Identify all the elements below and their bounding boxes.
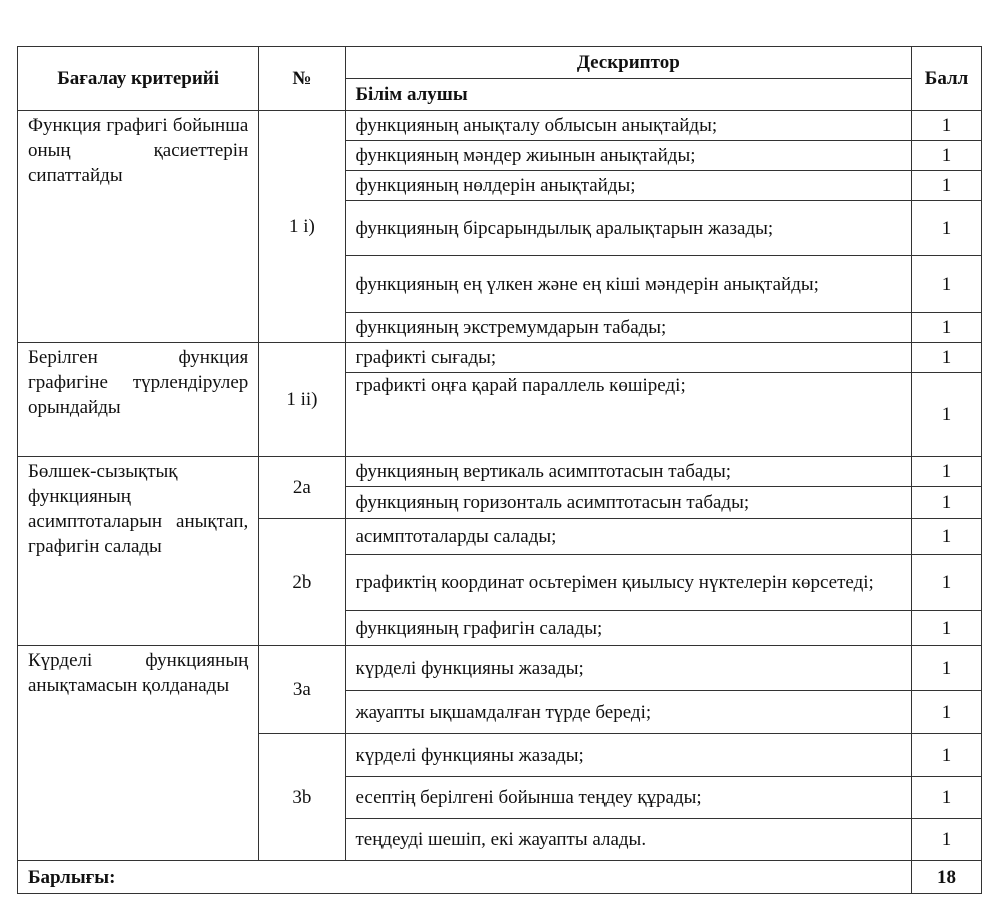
- score: 1: [912, 373, 982, 457]
- header-score: Балл: [912, 47, 982, 111]
- descriptor: функцияның экстремумдарын табады;: [345, 313, 912, 343]
- score: 1: [912, 256, 982, 313]
- descriptor: күрделі функцияны жазады;: [345, 734, 912, 777]
- score: 1: [912, 777, 982, 819]
- task-number: 2a: [259, 457, 345, 519]
- descriptor: функцияның нөлдерін анықтайды;: [345, 171, 912, 201]
- score: 1: [912, 734, 982, 777]
- table-row: [18, 111, 982, 141]
- score: 1: [912, 691, 982, 734]
- descriptor: функцияның бірсарындылық аралықтарын жазады;: [345, 201, 912, 256]
- descriptor: функцияның мәндер жиынын анықтайды;: [345, 141, 912, 171]
- header-criterion: Бағалау критерийі: [18, 47, 259, 111]
- task-number: 2b: [259, 519, 345, 646]
- table-row: [18, 646, 982, 691]
- descriptor: графиктің координат осьтерімен қиылысу нүктелерін көрсетеді;: [345, 555, 912, 611]
- score: 1: [912, 141, 982, 171]
- table-row: [18, 457, 982, 487]
- header-descriptor: Дескриптор: [345, 47, 912, 79]
- score: 1: [912, 457, 982, 487]
- descriptor: күрделі функцияны жазады;: [345, 646, 912, 691]
- criterion-cell: Берілген функция графигіне түрлендірулер орындайды: [18, 343, 259, 457]
- task-number: 1 ii): [259, 343, 345, 457]
- criterion-cell: Күрделі функцияның анықтамасын қолданады: [18, 646, 259, 861]
- score: 1: [912, 111, 982, 141]
- score: 1: [912, 313, 982, 343]
- descriptor: функцияның анықталу облысын анықтайды;: [345, 111, 912, 141]
- score: 1: [912, 171, 982, 201]
- descriptor: функцияның вертикаль асимптотасын табады;: [345, 457, 912, 487]
- score: 1: [912, 819, 982, 861]
- descriptor: теңдеуді шешіп, екі жауапты алады.: [345, 819, 912, 861]
- score: 1: [912, 519, 982, 555]
- header-learner: Білім алушы: [345, 79, 912, 111]
- descriptor: жауапты ықшамдалған түрде береді;: [345, 691, 912, 734]
- total-row: [18, 861, 982, 894]
- header-number: №: [259, 47, 345, 111]
- task-number: 1 i): [259, 111, 345, 343]
- descriptor: функцияның графигін салады;: [345, 611, 912, 646]
- descriptor: есептің берілгені бойынша теңдеу құрады;: [345, 777, 912, 819]
- descriptor: графикті оңға қарай параллель көшіреді;: [345, 373, 912, 457]
- score: 1: [912, 487, 982, 519]
- score: 1: [912, 646, 982, 691]
- score: 1: [912, 343, 982, 373]
- task-number: 3a: [259, 646, 345, 734]
- descriptor: функцияның ең үлкен және ең кіші мәндерін анықтайды;: [345, 256, 912, 313]
- score: 1: [912, 611, 982, 646]
- total-score: 18: [912, 861, 982, 894]
- table-row: [18, 343, 982, 373]
- assessment-rubric-table: [17, 46, 982, 894]
- task-number: 3b: [259, 734, 345, 861]
- score: 1: [912, 555, 982, 611]
- header-row: [18, 47, 982, 79]
- score: 1: [912, 201, 982, 256]
- criterion-cell: Функция графигі бойынша оның қасиеттерін сипаттайды: [18, 111, 259, 343]
- descriptor: функцияның горизонталь асимптотасын табады;: [345, 487, 912, 519]
- criterion-cell: Бөлшек-сызықтық функцияның асимптоталарын анықтап, графигін салады: [18, 457, 259, 646]
- total-label: Барлығы:: [18, 861, 912, 894]
- descriptor: графикті сығады;: [345, 343, 912, 373]
- descriptor: асимптоталарды салады;: [345, 519, 912, 555]
